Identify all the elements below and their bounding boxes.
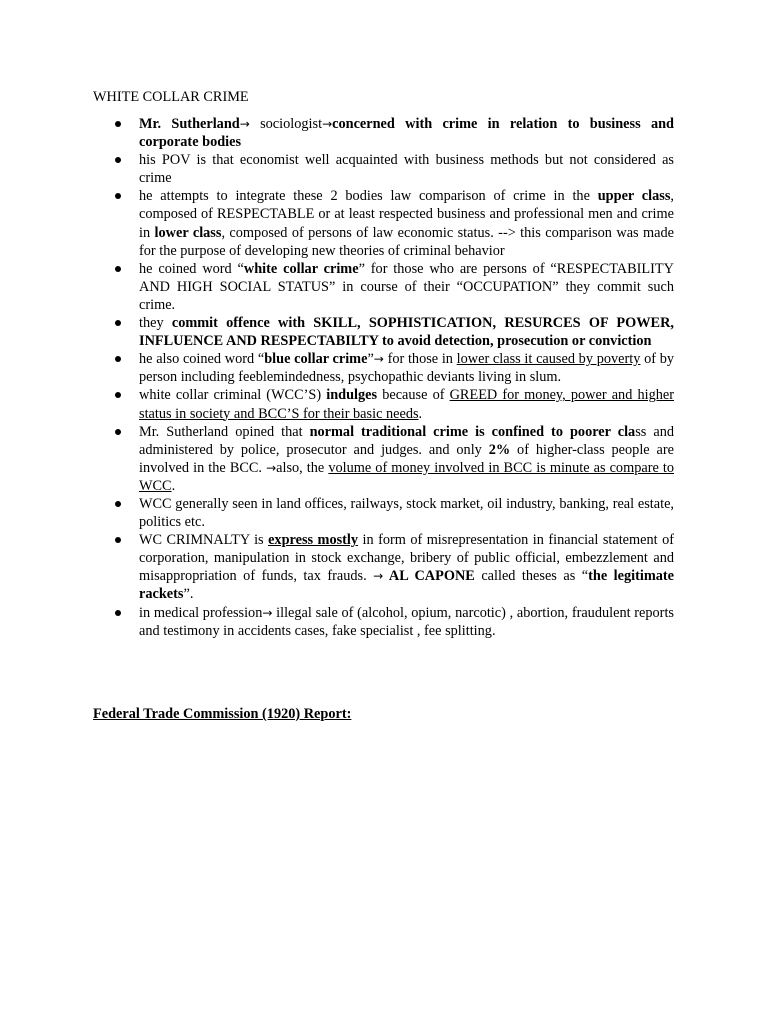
underlined-text: lower class it caused by poverty bbox=[456, 351, 641, 368]
list-item bbox=[139, 151, 674, 187]
bold-text: white collar crime bbox=[243, 260, 359, 277]
text: illegal sale of (alcohol, opium, narcotic) , abortion, fraudulent reports and testimony in accidents cases, fake specialist , fee splitting. bbox=[139, 604, 674, 639]
text: ” for those who are persons of “RESPECTABILITY AND HIGH SOCIAL STATUS” in course of their “OCCUPATION” they commit such crime. bbox=[139, 260, 674, 313]
underlined-text: volume of money involved in BCC is minute as compare to WCC bbox=[139, 459, 674, 494]
text: ”. bbox=[183, 586, 194, 603]
text: his POV is that economist well acquainted with business methods but not considered as crime bbox=[139, 152, 674, 187]
list-item bbox=[139, 386, 674, 422]
list-item bbox=[139, 350, 674, 386]
text: in medical profession bbox=[139, 604, 263, 621]
text: , composed of RESPECTABLE or at least respected business and professional men and crime in bbox=[139, 188, 674, 241]
text: . bbox=[171, 477, 176, 494]
list-item bbox=[139, 187, 674, 259]
text: white collar criminal (WCC’S) bbox=[139, 387, 327, 404]
bold-text: Mr. Sutherland bbox=[139, 116, 240, 132]
text: for those in bbox=[383, 351, 457, 368]
list-item bbox=[139, 314, 674, 350]
text: he coined word “ bbox=[139, 260, 244, 277]
text: they bbox=[139, 315, 172, 332]
text: ” bbox=[367, 351, 374, 368]
text: WC CRIMNALTY is bbox=[139, 532, 269, 549]
arrow-icon: → bbox=[239, 117, 250, 131]
text: called theses as “ bbox=[474, 568, 589, 585]
list-item bbox=[139, 423, 674, 495]
list-item bbox=[139, 260, 674, 314]
text: also, the bbox=[276, 459, 329, 476]
list-item bbox=[139, 495, 674, 531]
list-item bbox=[139, 115, 674, 151]
text: he also coined word “ bbox=[139, 351, 265, 368]
text: WCC generally seen in land offices, railways, stock market, oil industry, banking, real estate, politics etc. bbox=[139, 495, 674, 531]
document-title: WHITE COLLAR CRIME bbox=[93, 89, 249, 105]
underlined-text: GREED for money, power and higher status in society and BCC’S for their basic needs bbox=[139, 387, 674, 422]
bold-text: AL CAPONE bbox=[383, 568, 475, 585]
arrow-icon: → bbox=[373, 569, 384, 584]
text: sociologist bbox=[249, 116, 323, 132]
text: , composed of persons of law economic status. --> this comparison was made for the purpose of developing new theories of criminal behavior bbox=[139, 224, 674, 259]
text: because of bbox=[377, 387, 450, 404]
bold-text: the legitimate rackets bbox=[139, 568, 674, 603]
bold-text: blue collar crime bbox=[264, 351, 368, 368]
text: of higher-class people are involved in the BCC. bbox=[139, 441, 674, 476]
text: . bbox=[418, 405, 423, 422]
list-item bbox=[139, 604, 674, 640]
arrow-icon: → bbox=[266, 460, 277, 475]
text: in form of misrepresentation in financial statement of corporation, manipulation in stock exchange, bribery of public official, embezzlement and misappropriation of funds, tax frauds. bbox=[139, 532, 674, 585]
bold-text: concerned with crime in relation to business and corporate bodies bbox=[139, 116, 675, 151]
underlined-text: express mostly bbox=[268, 532, 359, 549]
bold-text: 2% bbox=[488, 441, 511, 458]
bold-text: normal traditional crime is confined to poorer cla bbox=[309, 423, 636, 440]
text: ss and administered by police, prosecutor and judges. and only bbox=[139, 423, 674, 458]
text: he attempts to integrate these 2 bodies law comparison of crime in the bbox=[139, 188, 598, 205]
bold-text: commit offence with SKILL, SOPHISTICATION, RESURCES OF POWER, INFLUENCE AND RESPECTABILTY to avoid detection, prosecution or conviction bbox=[139, 315, 674, 350]
bold-text: upper class bbox=[597, 188, 671, 205]
arrow-icon: → bbox=[373, 352, 384, 367]
text: Mr. Sutherland opined that bbox=[139, 423, 310, 440]
bold-text: indulges bbox=[326, 387, 378, 404]
arrow-icon: → bbox=[322, 117, 333, 131]
section-heading: Federal Trade Commission (1920) Report: bbox=[93, 706, 352, 722]
bold-text: lower class bbox=[154, 224, 222, 241]
arrow-icon: → bbox=[262, 605, 273, 620]
bold-text bbox=[268, 532, 358, 548]
list-item bbox=[139, 531, 674, 603]
bullet-list bbox=[93, 115, 674, 640]
text: of by person including feeblemindedness, psychopathic deviants living in slum. bbox=[139, 351, 674, 386]
